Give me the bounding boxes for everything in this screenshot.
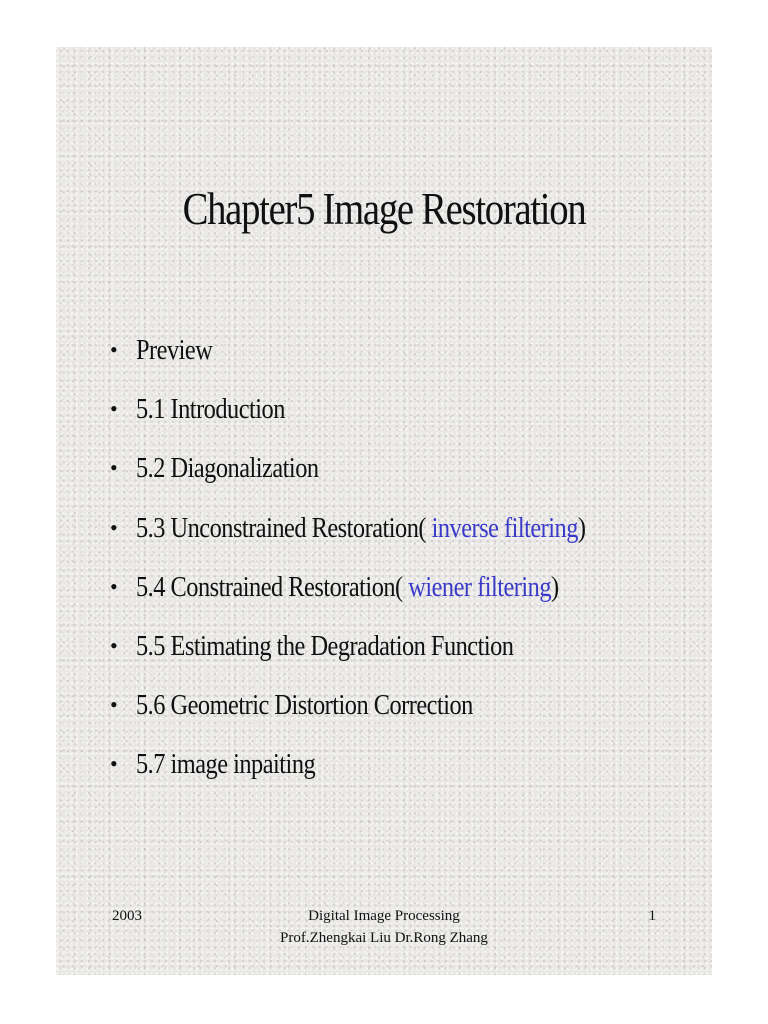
- highlight-wiener-filtering: wiener filtering: [408, 570, 552, 603]
- bullet-text: 5.6 Geometric Distortion Correction: [136, 689, 473, 722]
- bullet-text: 5.2 Diagonalization: [136, 452, 319, 485]
- bullet-text: [136, 567, 559, 607]
- bullet-item-image-inpainting: [110, 744, 700, 803]
- bullet-item-geometric-distortion: [110, 685, 700, 744]
- bullet-text-suffix: ): [577, 511, 586, 544]
- bullet-list: [110, 330, 700, 804]
- bullet-text: [136, 508, 586, 548]
- slide: [56, 47, 712, 975]
- slide-title: Chapter5 Image Restoration: [182, 184, 586, 234]
- footer-authors: Prof.Zhengkai Liu Dr.Rong Zhang: [280, 930, 488, 946]
- bullet-text: 5.5 Estimating the Degradation Function: [136, 629, 514, 662]
- bullet-item-preview: [110, 330, 700, 389]
- bullet-item-unconstrained-restoration: [110, 508, 700, 567]
- bullet-icon: •: [110, 455, 118, 481]
- footer-year: 2003: [112, 908, 142, 924]
- bullet-icon: •: [110, 514, 118, 540]
- bullet-text-suffix: ): [551, 570, 559, 603]
- bullet-icon: •: [110, 692, 118, 718]
- bullet-item-diagonalization: [110, 448, 700, 507]
- bullet-item-constrained-restoration: [110, 567, 700, 626]
- bullet-item-degradation-function: [110, 626, 700, 685]
- bullet-text-prefix: 5.3 Unconstrained Restoration(: [136, 511, 432, 544]
- footer-center: [56, 905, 712, 949]
- bullet-text: Preview: [136, 334, 213, 366]
- bullet-text-prefix: 5.4 Constrained Restoration(: [136, 570, 409, 603]
- bullet-icon: •: [110, 396, 118, 422]
- bullet-icon: •: [110, 632, 118, 658]
- footer-page-number: 1: [648, 908, 656, 924]
- bullet-text: 5.7 image inpaiting: [136, 748, 316, 781]
- bullet-icon: •: [110, 337, 118, 362]
- highlight-inverse-filtering: inverse filtering: [431, 511, 578, 544]
- bullet-icon: •: [110, 573, 118, 599]
- bullet-item-introduction: [110, 389, 700, 448]
- footer-course: Digital Image Processing: [308, 908, 460, 924]
- bullet-icon: •: [110, 751, 118, 777]
- bullet-text: 5.1 Introduction: [136, 393, 285, 426]
